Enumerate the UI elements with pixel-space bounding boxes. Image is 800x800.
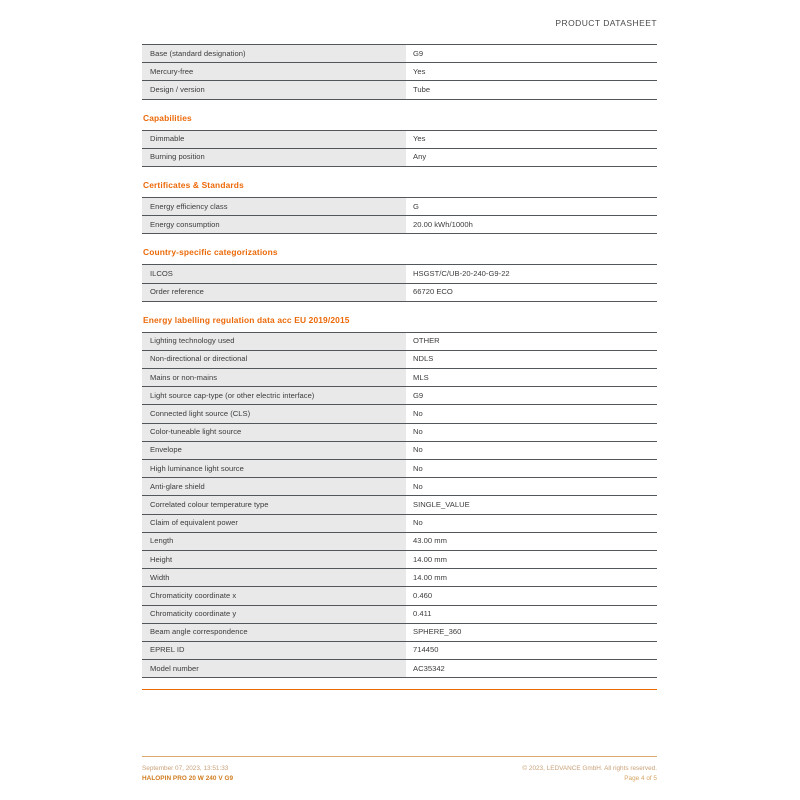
- document-header: [140, 18, 657, 28]
- spec-label: Chromaticity coordinate y: [142, 605, 406, 623]
- table-row: [142, 216, 657, 234]
- spec-value: G: [406, 197, 657, 215]
- spec-value: MLS: [406, 369, 657, 387]
- spec-value: NDLS: [406, 350, 657, 368]
- spec-value: 20.00 kWh/1000h: [406, 216, 657, 234]
- table-row: [142, 441, 657, 459]
- spec-value: SPHERE_360: [406, 623, 657, 641]
- table-row: [142, 387, 657, 405]
- spec-value: AC35342: [406, 660, 657, 678]
- table-row: [142, 623, 657, 641]
- spec-value: Yes: [406, 130, 657, 148]
- spec-label: Beam angle correspondence: [142, 623, 406, 641]
- table-row: [142, 63, 657, 81]
- footer-top-row: [142, 764, 657, 774]
- table-row: [142, 45, 657, 63]
- spec-label: Anti-glare shield: [142, 478, 406, 496]
- section-heading-country-specific-categorizations: Country-specific categorizations: [143, 247, 278, 258]
- spec-label: ILCOS: [142, 265, 406, 283]
- table-row: [142, 332, 657, 350]
- spec-value: Yes: [406, 63, 657, 81]
- table-row: [142, 550, 657, 568]
- table-row: [142, 496, 657, 514]
- spec-table-country-specific-categorizations: [142, 264, 657, 301]
- spec-value: G9: [406, 45, 657, 63]
- spec-label: EPREL ID: [142, 641, 406, 659]
- page-title: PRODUCT DATASHEET: [555, 18, 657, 28]
- spec-value: No: [406, 478, 657, 496]
- spec-label: Connected light source (CLS): [142, 405, 406, 423]
- table-row: [142, 605, 657, 623]
- spec-value: Tube: [406, 81, 657, 99]
- section-heading-capabilities: Capabilities: [143, 112, 192, 123]
- table-row: [142, 265, 657, 283]
- footer-product-name: HALOPIN PRO 20 W 240 V G9: [142, 774, 234, 782]
- table-row: [142, 460, 657, 478]
- table-row: [142, 423, 657, 441]
- footer-page-number: Page 4 of 5: [624, 774, 657, 782]
- table-row: [142, 283, 657, 301]
- table-row: [142, 148, 657, 166]
- spec-table-energy-labelling-regulation: [142, 332, 657, 679]
- table-row: [142, 587, 657, 605]
- spec-label: Dimmable: [142, 130, 406, 148]
- spec-label: Light source cap-type (or other electric interface): [142, 387, 406, 405]
- spec-label: Order reference: [142, 283, 406, 301]
- footer-divider-rule: [142, 756, 657, 757]
- table-row: [142, 532, 657, 550]
- spec-value: No: [406, 514, 657, 532]
- spec-value: 14.00 mm: [406, 569, 657, 587]
- spec-label: Energy consumption: [142, 216, 406, 234]
- spec-label: Height: [142, 550, 406, 568]
- section-heading-energy-labelling-regulation: Energy labelling regulation data acc EU 2019/2015: [143, 314, 350, 325]
- table-row: [142, 569, 657, 587]
- spec-label: Model number: [142, 660, 406, 678]
- spec-label: Design / version: [142, 81, 406, 99]
- spec-value: 0.411: [406, 605, 657, 623]
- table-row: [142, 130, 657, 148]
- page-footer: [142, 764, 657, 783]
- table-row: [142, 641, 657, 659]
- spec-label: Non-directional or directional: [142, 350, 406, 368]
- table-row: [142, 81, 657, 99]
- table-row: [142, 660, 657, 678]
- spec-value: G9: [406, 387, 657, 405]
- spec-value: 14.00 mm: [406, 550, 657, 568]
- table-row: [142, 197, 657, 215]
- table-row: [142, 405, 657, 423]
- spec-table-top-continued: [142, 44, 657, 100]
- spec-label: Base (standard designation): [142, 45, 406, 63]
- spec-label: Color-tuneable light source: [142, 423, 406, 441]
- section-end-rule: [142, 689, 657, 690]
- spec-label: Chromaticity coordinate x: [142, 587, 406, 605]
- spec-label: Energy efficiency class: [142, 197, 406, 215]
- spec-label: Mercury-free: [142, 63, 406, 81]
- table-row: [142, 514, 657, 532]
- spec-value: Any: [406, 148, 657, 166]
- spec-value: No: [406, 423, 657, 441]
- spec-value: 714450: [406, 641, 657, 659]
- footer-timestamp: September 07, 2023, 13:51:33: [142, 765, 229, 772]
- spec-table-certificates-standards: [142, 197, 657, 234]
- spec-label: Claim of equivalent power: [142, 514, 406, 532]
- spec-value: No: [406, 441, 657, 459]
- footer-copyright: © 2023, LEDVANCE GmbH. All rights reserved.: [522, 765, 657, 772]
- table-row: [142, 350, 657, 368]
- spec-label: Correlated colour temperature type: [142, 496, 406, 514]
- footer-bottom-row: [142, 774, 657, 784]
- table-row: [142, 369, 657, 387]
- spec-value: 43.00 mm: [406, 532, 657, 550]
- spec-label: High luminance light source: [142, 460, 406, 478]
- spec-label: Envelope: [142, 441, 406, 459]
- spec-label: Mains or non-mains: [142, 369, 406, 387]
- table-row: [142, 478, 657, 496]
- spec-label: Length: [142, 532, 406, 550]
- spec-value: HSGST/C/UB-20-240-G9-22: [406, 265, 657, 283]
- spec-value: SINGLE_VALUE: [406, 496, 657, 514]
- spec-table-capabilities: [142, 130, 657, 167]
- spec-label: Lighting technology used: [142, 332, 406, 350]
- specifications-content: [142, 44, 657, 678]
- section-heading-certificates-standards: Certificates & Standards: [143, 179, 244, 190]
- spec-value: No: [406, 460, 657, 478]
- spec-value: 66720 ECO: [406, 283, 657, 301]
- spec-value: No: [406, 405, 657, 423]
- spec-value: 0.460: [406, 587, 657, 605]
- spec-label: Width: [142, 569, 406, 587]
- spec-value: OTHER: [406, 332, 657, 350]
- spec-label: Burning position: [142, 148, 406, 166]
